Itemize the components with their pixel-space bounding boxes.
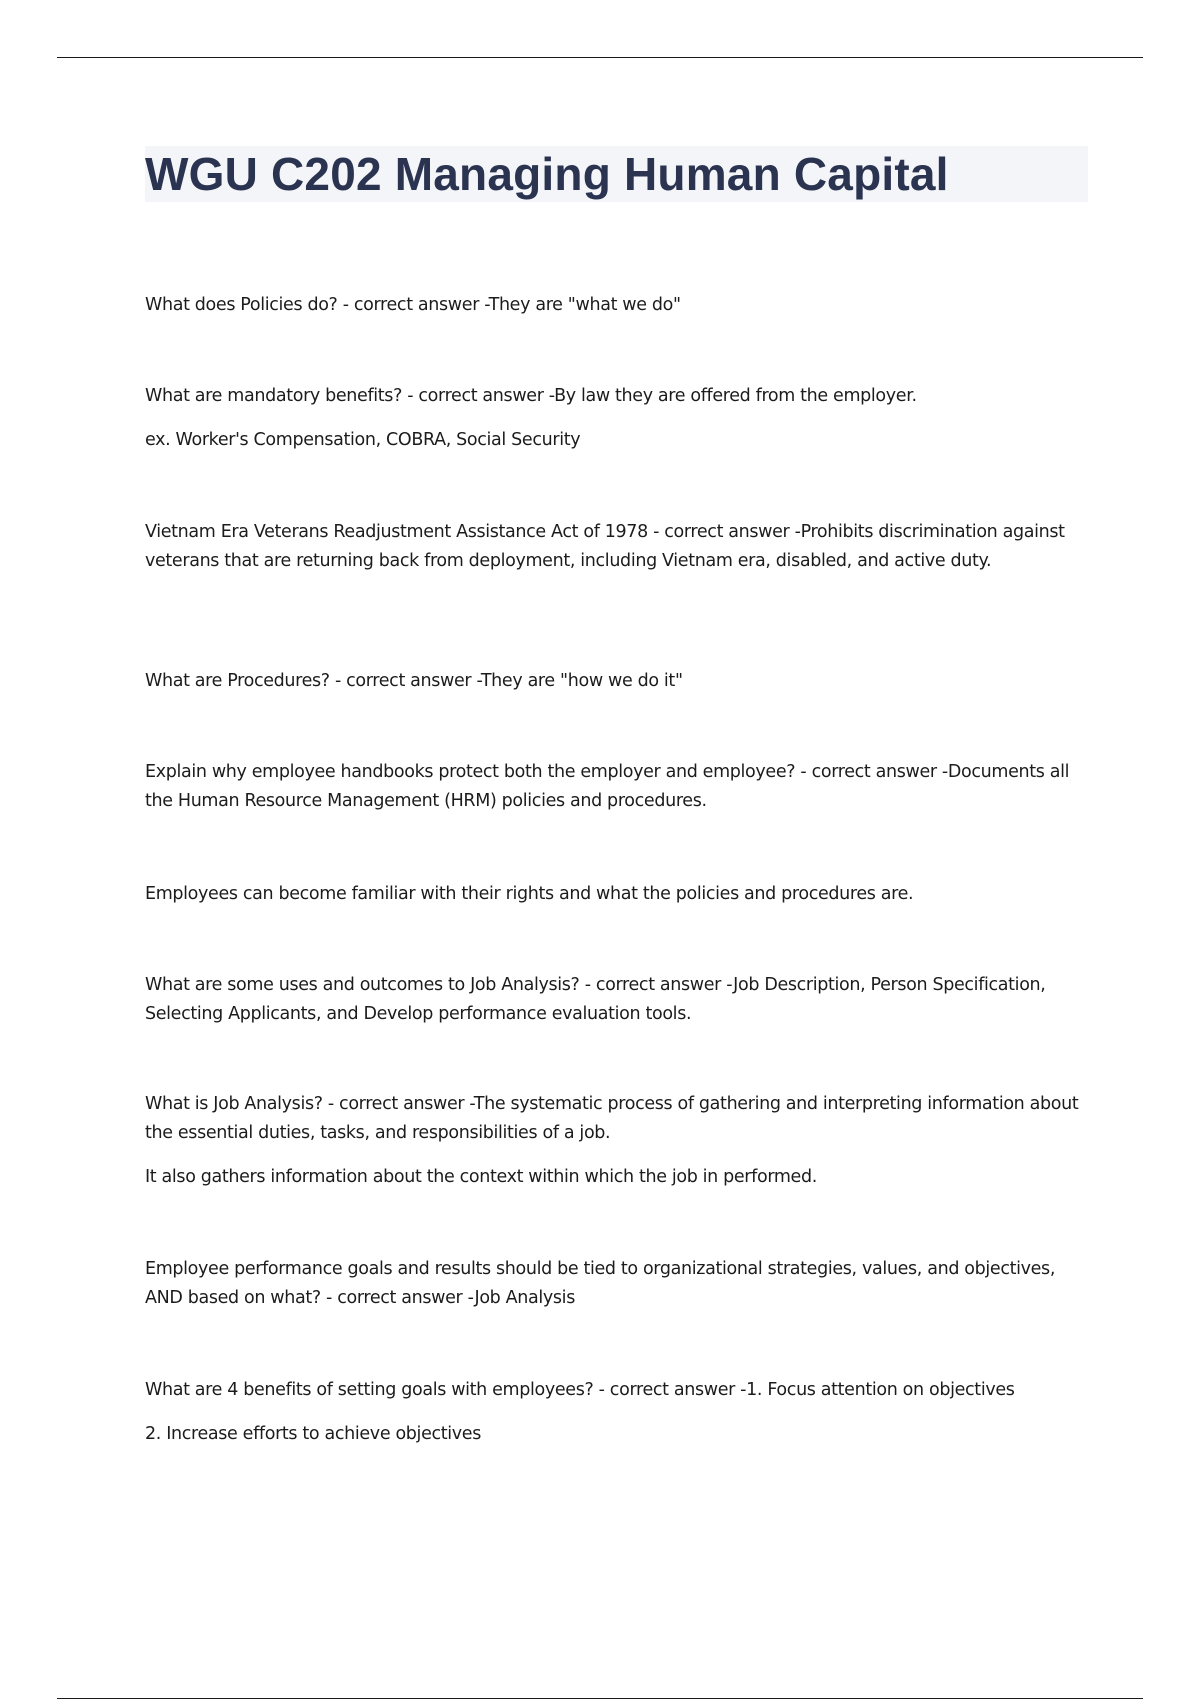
bottom-divider: [57, 1698, 1143, 1699]
paragraph-job-analysis-definition: What is Job Analysis? - correct answer -The systematic process of gathering and interpreting information about the essential duties, tasks, and responsibilities of a job.: [145, 1094, 1079, 1143]
paragraph-employee-rights: Employees can become familiar with their rights and what the policies and procedures are.: [145, 884, 914, 904]
paragraph-performance-goals: Employee performance goals and results should be tied to organizational strategies, values, and objectives, AND based on what? - correct answer -Job Analysis: [145, 1259, 1056, 1308]
paragraph-increase-efforts: 2. Increase efforts to achieve objectives: [145, 1424, 481, 1444]
paragraph-procedures: What are Procedures? - correct answer -They are "how we do it": [145, 671, 683, 691]
document-title: WGU C202 Managing Human Capital: [145, 148, 949, 200]
paragraph-mandatory-benefits: What are mandatory benefits? - correct answer -By law they are offered from the employer.: [145, 386, 917, 406]
paragraph-policies: What does Policies do? - correct answer -They are "what we do": [145, 295, 681, 315]
paragraph-benefits-example: ex. Worker's Compensation, COBRA, Social Security: [145, 430, 581, 450]
top-divider: [57, 57, 1143, 58]
paragraph-goal-benefits: What are 4 benefits of setting goals with employees? - correct answer -1. Focus attention on objectives: [145, 1380, 1015, 1400]
paragraph-vietnam-act: Vietnam Era Veterans Readjustment Assistance Act of 1978 - correct answer -Prohibits discrimination against veterans that are returning back from deployment, including Vietnam era, disabled, and active duty.: [145, 522, 1065, 571]
paragraph-job-analysis-uses: What are some uses and outcomes to Job Analysis? - correct answer -Job Description, Person Specification, Selecting Applicants, and Develop performance evaluation tools.: [145, 975, 1046, 1024]
paragraph-handbooks: Explain why employee handbooks protect both the employer and employee? - correct answer -Documents all the Human Resource Management (HRM) policies and procedures.: [145, 762, 1070, 811]
paragraph-job-context: It also gathers information about the context within which the job in performed.: [145, 1167, 817, 1187]
